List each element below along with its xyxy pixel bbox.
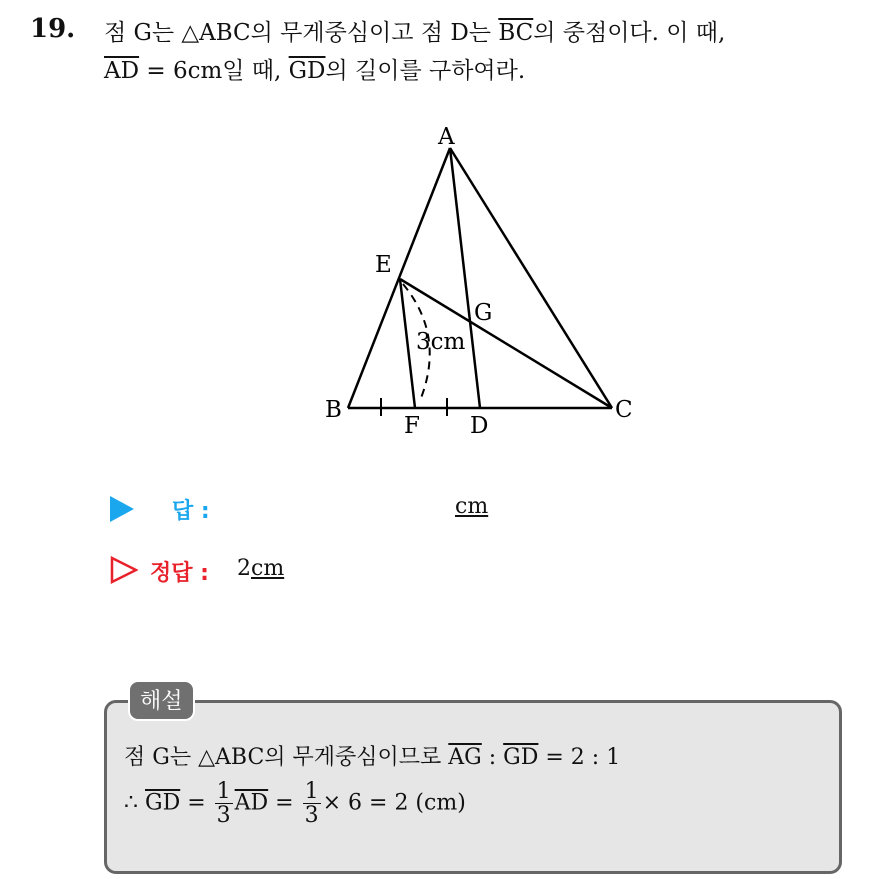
solution-result: × 6 = 2 (cm): [322, 790, 466, 816]
segment-gd: $\overline{GD}$: [145, 790, 181, 816]
solution-tag: 해설: [128, 680, 195, 721]
fraction-denominator: 3: [216, 803, 231, 829]
segment-gd: $\overline{GD}$: [288, 58, 326, 84]
question-number: 19.: [30, 14, 76, 44]
question-text: = 6cm일 때,: [139, 58, 289, 84]
segment-ad: $\overline{AD}$: [234, 790, 269, 816]
answer-marker-icon: [110, 496, 134, 522]
solution-text: 점 G는 △ABC의 무게중심이므로: [124, 745, 449, 770]
solution-line-1: [124, 740, 620, 771]
fraction-one-third: [215, 780, 233, 827]
segment-gd: $\overline{GD}$: [503, 745, 539, 770]
equals: =: [268, 790, 301, 816]
correct-answer-value: [237, 556, 284, 581]
label-a: A: [438, 124, 455, 150]
label-b: B: [325, 397, 342, 423]
label-f: F: [404, 413, 420, 439]
correct-marker-icon: [110, 556, 138, 584]
fraction-numerator: 1: [304, 779, 319, 804]
correct-unit: cm: [251, 556, 285, 581]
fraction-denominator: 3: [304, 803, 319, 829]
question-text: 의 중점이다. 이 때,: [533, 20, 726, 46]
equals: =: [180, 790, 213, 816]
correct-number: 2: [237, 556, 251, 581]
fraction-one-third: [303, 780, 321, 827]
segment-ag: $\overline{AG}$: [448, 745, 482, 770]
length-label: 3cm: [416, 329, 466, 355]
question-text: 의 길이를 구하여라.: [325, 58, 526, 84]
answer-label: 답 :: [172, 499, 210, 524]
question-text: 점 G는 △ABC의 무게중심이고 점 D는: [104, 20, 499, 46]
solution-text: = 2 : 1: [538, 745, 621, 770]
label-g: G: [474, 300, 493, 326]
side-ab: [348, 148, 450, 408]
fraction-numerator: 1: [216, 779, 231, 804]
therefore-symbol: ∴: [124, 790, 145, 816]
segment-bc: $\overline{BC}$: [498, 20, 534, 46]
answer-unit: cm: [455, 494, 489, 519]
segment-ad: $\overline{AD}$: [104, 58, 140, 84]
solution-line-2: [124, 780, 466, 840]
solution-text: :: [481, 745, 504, 770]
label-c: C: [615, 397, 633, 423]
label-d: D: [470, 413, 489, 439]
label-e: E: [375, 252, 392, 278]
correct-answer-label: 정답 :: [150, 561, 209, 586]
